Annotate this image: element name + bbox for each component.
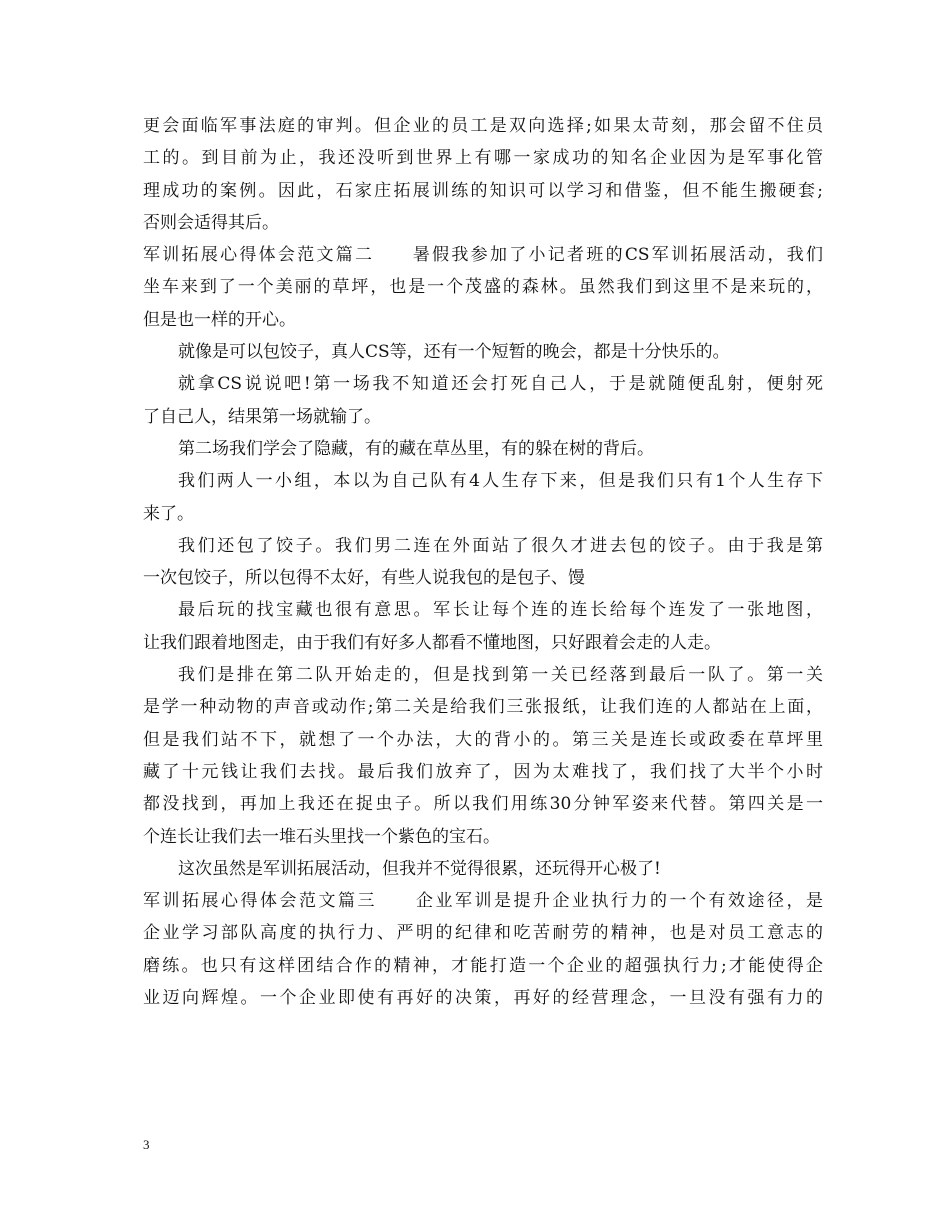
text-line: 业迈向辉煌。一个企业即使有再好的决策，再好的经营理念，一旦没有强有力的	[143, 988, 823, 1009]
text-line: 来了。	[143, 503, 194, 524]
text-line: 藏了十元钱让我们去找。最后我们放弃了，因为太难找了，我们找了大半个小时	[143, 761, 823, 782]
text-line: 我们两人一小组，本以为自己队有4人生存下来，但是我们只有1个人生存下	[178, 471, 823, 492]
document-body	[143, 110, 823, 1014]
text-line: 让我们跟着地图走，由于我们有好多人都看不懂地图，只好跟着会走的人走。	[143, 632, 721, 653]
text-line: 理成功的案例。因此，石家庄拓展训练的知识可以学习和借鉴，但不能生搬硬套;	[143, 180, 823, 201]
text-line: 工的。到目前为止，我还没听到世界上有哪一家成功的知名企业因为是军事化管	[143, 148, 823, 169]
text-line: 这次虽然是军训拓展活动，但我并不觉得很累，还玩得开心极了!	[178, 858, 661, 879]
text-line: 我们还包了饺子。我们男二连在外面站了很久才进去包的饺子。由于我是第	[178, 535, 823, 556]
text-line: 就拿CS说说吧!第一场我不知道还会打死自己人，于是就随便乱射，便射死	[178, 374, 823, 395]
text-line: 个连长让我们去一堆石头里找一个紫色的宝石。	[143, 826, 500, 847]
text-line: 了自己人，结果第一场就输了。	[143, 406, 381, 427]
text-line: 军训拓展心得体会范文篇二 暑假我参加了小记者班的CS军训拓展活动，我们	[143, 245, 823, 266]
page-number: 3	[143, 1137, 150, 1152]
text-line: 最后玩的找宝藏也很有意思。军长让每个连的连长给每个连发了一张地图，	[178, 600, 823, 621]
text-line: 是学一种动物的声音或动作;第二关是给我们三张报纸，让我们连的人都站在上面，	[143, 697, 823, 718]
text-line: 军训拓展心得体会范文篇三 企业军训是提升企业执行力的一个有效途径，是	[143, 891, 823, 912]
text-line: 但是我们站不下，就想了一个办法，大的背小的。第三关是连长或政委在草坪里	[143, 729, 823, 750]
text-line: 但是也一样的开心。	[143, 309, 296, 330]
text-line: 我们是排在第二队开始走的，但是找到第一关已经落到最后一队了。第一关	[178, 665, 823, 686]
text-line: 磨练。也只有这样团结合作的精神，才能打造一个企业的超强执行力;才能使得企	[143, 955, 823, 976]
text-line: 就像是可以包饺子，真人CS等，还有一个短暂的晚会，都是十分快乐的。	[178, 342, 730, 363]
text-line: 一次包饺子，所以包得不太好，有些人说我包的是包子、馒	[143, 568, 585, 589]
text-line: 第二场我们学会了隐藏，有的藏在草丛里，有的躲在树的背后。	[178, 438, 654, 459]
text-line: 否则会适得其后。	[143, 212, 279, 233]
text-line: 更会面临军事法庭的审判。但企业的员工是双向选择;如果太苛刻，那会留不住员	[143, 116, 823, 136]
text-line: 都没找到，再加上我还在捉虫子。所以我们用练30分钟军姿来代替。第四关是一	[143, 794, 823, 815]
text-line: 企业学习部队高度的执行力、严明的纪律和吃苦耐劳的精神，也是对员工意志的	[143, 923, 823, 944]
text-line: 坐车来到了一个美丽的草坪，也是一个茂盛的森林。虽然我们到这里不是来玩的，	[143, 277, 823, 298]
